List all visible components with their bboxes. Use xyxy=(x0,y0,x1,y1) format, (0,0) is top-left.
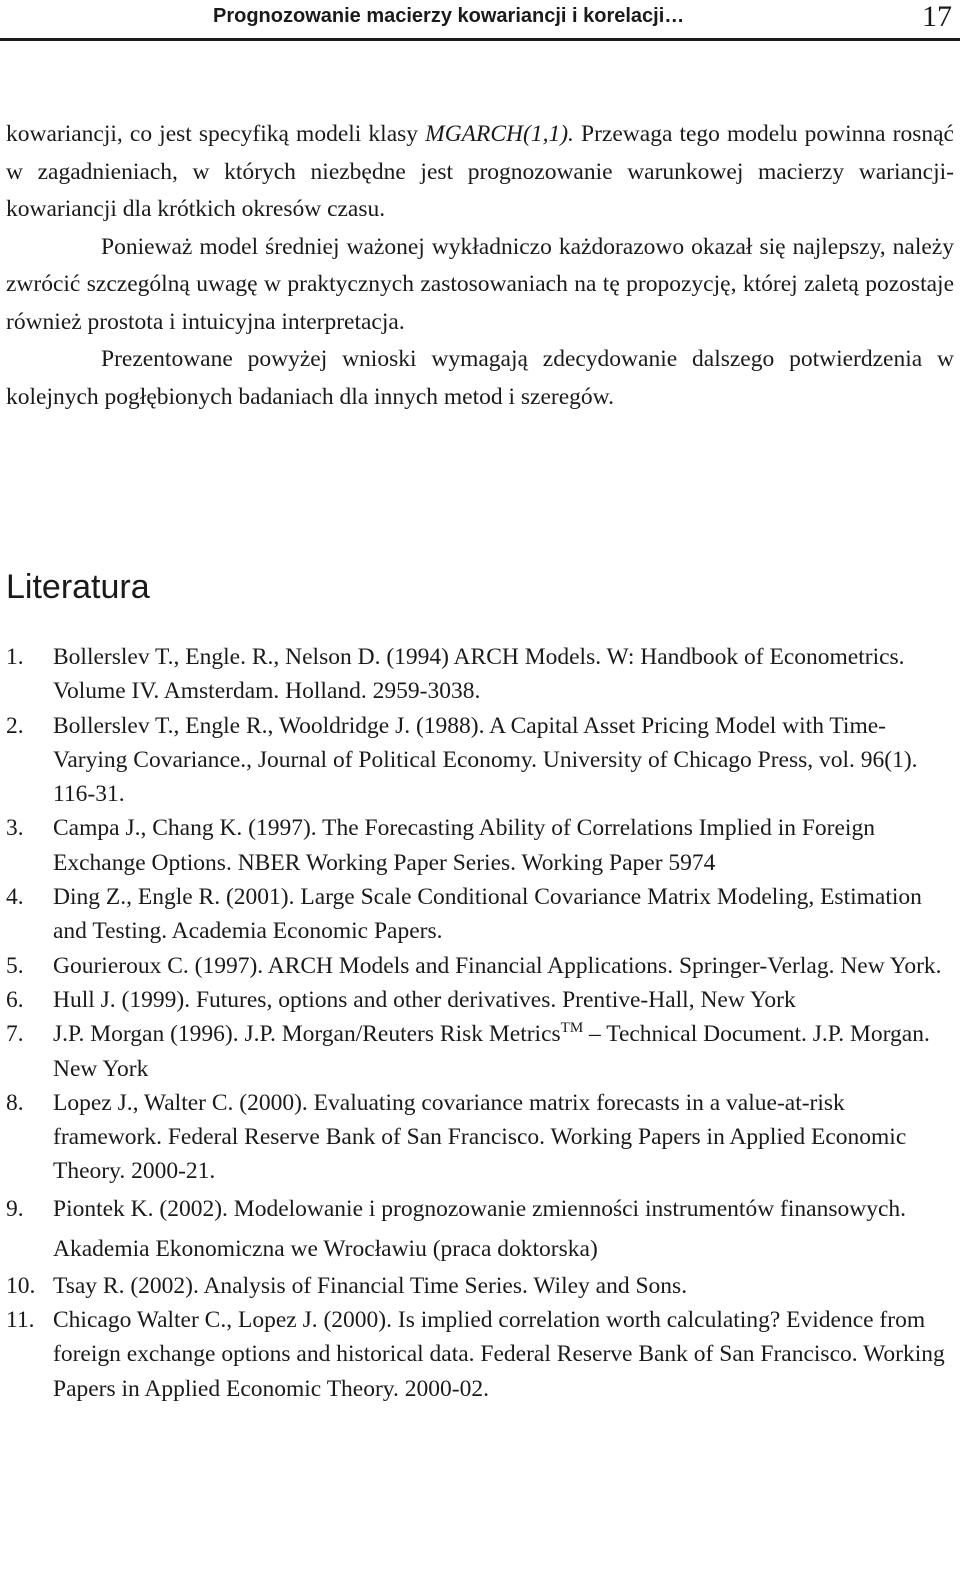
paragraph-1-text-b: Przewaga tego modelu powinna rosnąć w zagadnieniach, w których niezbędne jest prognozowanie warunkowej macierzy wariancji-kowariancji dla krótkich okresów czasu. xyxy=(6,121,954,222)
reference-number: 2. xyxy=(6,712,24,739)
reference-item xyxy=(6,640,954,709)
reference-number: 6. xyxy=(6,986,24,1013)
reference-text: Lopez J., Walter C. (2000). Evaluating covariance matrix forecasts in a value-at-risk framework. Federal Reserve Bank of San Francisco. Working Papers in Applied Economic Theory. 2000-21. xyxy=(53,1089,907,1185)
paragraph-1-model-name: MGARCH(1,1). xyxy=(425,121,574,147)
reference-number: 4. xyxy=(6,884,24,911)
paragraph-1 xyxy=(6,116,954,229)
page-number: 17 xyxy=(922,0,952,33)
reference-number: 8. xyxy=(6,1089,24,1116)
reference-text: Bollerslev T., Engle R., Wooldridge J. (1988). A Capital Asset Pricing Model with Time-Varying Covariance., Journal of Political Economy. University of Chicago Press, vol. 96(1). 116-31. xyxy=(53,712,918,808)
reference-text: Ding Z., Engle R. (2001). Large Scale Conditional Covariance Matrix Modeling, Estimation and Testing. Academia Economic Papers. xyxy=(53,884,922,945)
reference-number: 11. xyxy=(6,1307,35,1334)
reference-item xyxy=(6,1189,954,1269)
reference-item xyxy=(6,983,954,1017)
reference-number: 7. xyxy=(6,1021,24,1048)
reference-text: Chicago Walter C., Lopez J. (2000). Is implied correlation worth calculating? Evidence from foreign exchange options and historical data. Federal Reserve Bank of San Francisco. Working Papers in Applied Economic Theory. 2000-02. xyxy=(53,1307,945,1402)
header-rule xyxy=(0,38,960,41)
reference-text: Hull J. (1999). Futures, options and other derivatives. Prentive-Hall, New York xyxy=(53,986,796,1013)
reference-item xyxy=(6,949,954,983)
reference-text: Tsay R. (2002). Analysis of Financial Time Series. Wiley and Sons. xyxy=(53,1272,688,1299)
reference-item xyxy=(6,880,954,949)
body-text xyxy=(6,116,954,416)
reference-item xyxy=(6,1017,954,1086)
reference-text: Bollerslev T., Engle. R., Nelson D. (1994) ARCH Models. W: Handbook of Econometrics. Volume IV. Amsterdam. Holland. 2959-3038. xyxy=(53,644,905,705)
reference-text: Piontek K. (2002). Modelowanie i prognozowanie zmienności instrumentów finansowych. Akademia Ekonomiczna we Wrocławiu (praca doktorska) xyxy=(53,1195,907,1262)
reference-number: 5. xyxy=(6,952,24,979)
paragraph-1-text-a: kowariancji, co jest specyfiką modeli klasy xyxy=(6,121,426,147)
reference-item xyxy=(6,709,954,812)
reference-text-a: J.P. Morgan (1996). J.P. Morgan/Reuters Risk Metrics xyxy=(53,1021,561,1048)
reference-number: 3. xyxy=(6,815,24,842)
running-header xyxy=(0,0,960,42)
reference-item xyxy=(6,1269,954,1303)
reference-item xyxy=(6,1086,954,1189)
literature-heading: Literatura xyxy=(6,568,150,606)
reference-text: Campa J., Chang K. (1997). The Forecasting Ability of Correlations Implied in Foreign Exchange Options. NBER Working Paper Series. Working Paper 5974 xyxy=(53,815,875,876)
reference-item xyxy=(6,1303,954,1406)
reference-item xyxy=(6,811,954,880)
trademark-superscript: TM xyxy=(560,1020,584,1037)
reference-text-b: – Technical Document. J.P. Morgan. New York xyxy=(53,1021,930,1082)
reference-list xyxy=(6,640,954,1406)
paragraph-3: Prezentowane powyżej wnioski wymagają zdecydowanie dalszego potwierdzenia w kolejnych pogłębionych badaniach dla innych metod i szeregów. xyxy=(6,346,954,410)
reference-number: 10. xyxy=(6,1272,36,1299)
reference-number: 1. xyxy=(6,644,24,670)
reference-number: 9. xyxy=(6,1195,24,1222)
reference-text: Gourieroux C. (1997). ARCH Models and Financial Applications. Springer-Verlag. New York. xyxy=(53,952,942,979)
running-title: Prognozowanie macierzy kowariancji i korelacji… xyxy=(213,5,685,27)
paragraph-2: Ponieważ model średniej ważonej wykładniczo każdorazowo okazał się najlepszy, należy zwrócić szczególną uwagę w praktycznych zastosowaniach na tę propozycję, której zaletą pozostaje również prostota i intuicyjna interpretacja. xyxy=(6,233,954,335)
reference-text xyxy=(53,1017,954,1086)
